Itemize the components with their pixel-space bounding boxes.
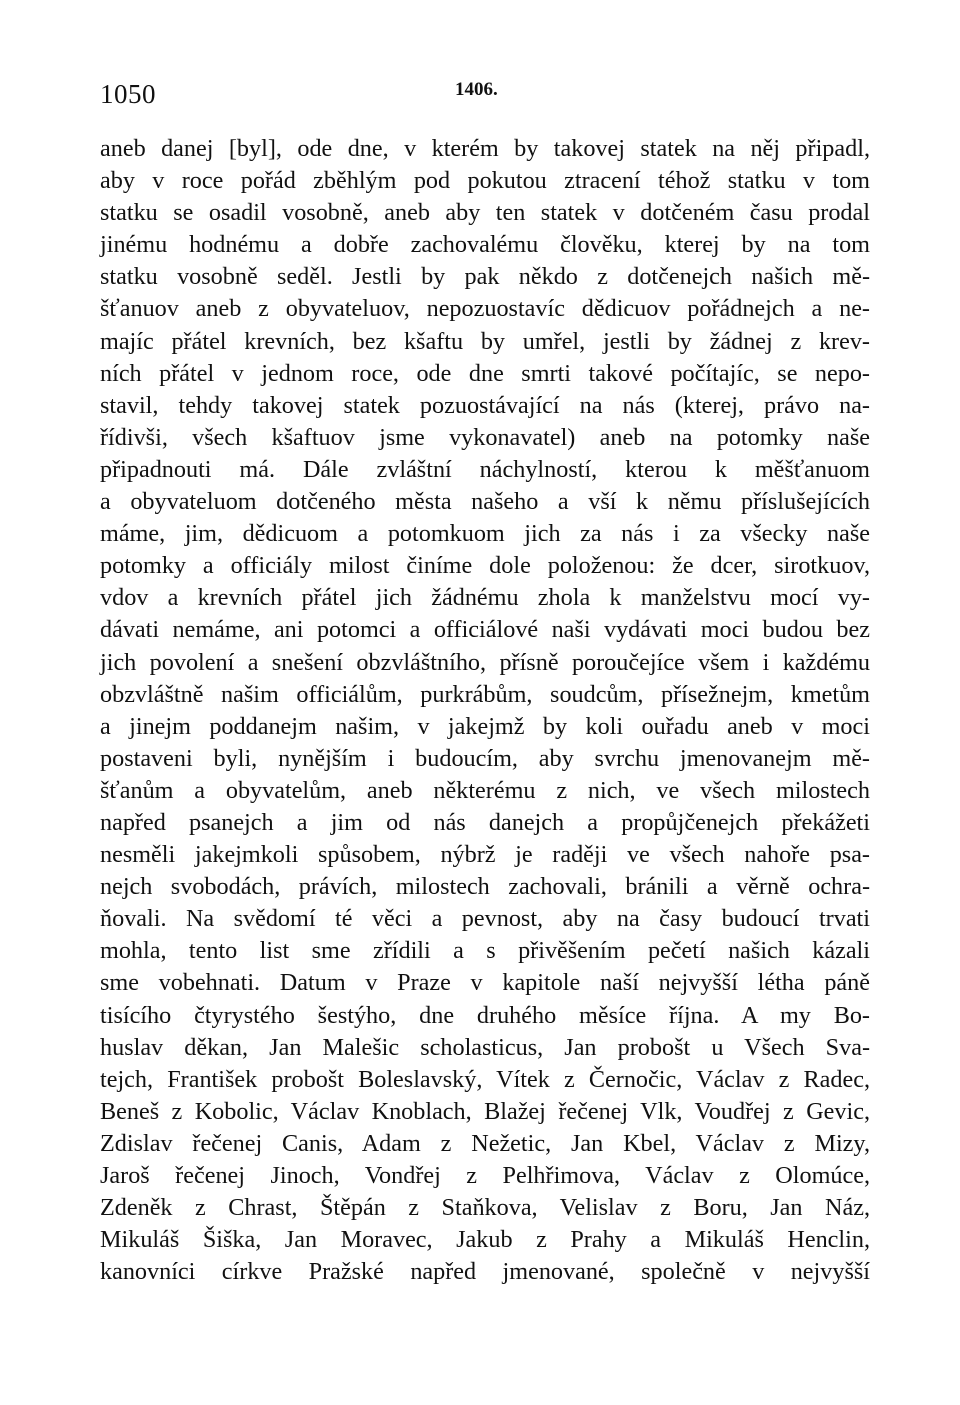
text-line: Zdeněk z Chrast, Štěpán z Staňkova, Velislav z Boru, Jan Náz, <box>100 1194 870 1222</box>
text-line: postaveni byli, nynějším i budoucím, aby svrchu jmenovanejm mě- <box>100 744 870 772</box>
body-text <box>100 133 870 1288</box>
text-line: nesměli jakejmkoli spůsobem, nýbrž je raději ve všech nahoře psa- <box>100 841 870 869</box>
text-line: ních přátel v jednom roce, ode dne smrti takové počítajíc, se nepo- <box>100 359 870 387</box>
page-number: 1050 <box>100 79 156 109</box>
text-line: napřed psanejch a jim od nás danejch a propůjčenejch překážeti <box>100 808 870 836</box>
text-line: kanovníci církve Pražské napřed jmenované, společně v nejvyšší <box>100 1258 870 1286</box>
text-line: dávati nemáme, ani potomci a officiálové naši vydávati moci budou bez <box>100 616 870 644</box>
text-line: šťanům a obyvatelům, aneb některému z nich, ve všech milostech <box>100 776 870 804</box>
text-line: jinému hodnému a dobře zachovalému člověku, kterej by na tom <box>100 231 870 259</box>
text-line: nejch svobodách, právích, milostech zachovali, bránili a věrně ochra- <box>100 873 870 901</box>
text-line: Zdislav řečenej Canis, Adam z Nežetic, Jan Kbel, Václav z Mizy, <box>100 1129 870 1157</box>
page-header <box>100 74 870 114</box>
text-line: jich povolení a snešení obzvláštního, přísně poroučejíce všem i každému <box>100 648 870 676</box>
text-line: mohla, tento list sme zřídili a s přivěšením pečetí našich kázali <box>100 937 870 965</box>
text-line: Mikuláš Šiška, Jan Moravec, Jakub z Prahy a Mikuláš Henclin, <box>100 1226 870 1254</box>
text-line: připadnouti má. Dále zvláštní náchylností, kterou k měšťanuom <box>100 455 870 483</box>
text-line: stavil, tehdy takovej statek pozuostávající na nás (kterej, právo na- <box>100 391 870 419</box>
text-line: řídivši, všech kšaftuov jsme vykonavatel) aneb na potomky naše <box>100 423 870 451</box>
text-line: aby v roce pořád zběhlým pod pokutou ztracení téhož statku v tom <box>100 167 870 195</box>
text-line: obzvláštně našim officiálům, purkrábům, soudcům, přísežnejm, kmetům <box>100 680 870 708</box>
text-line: ňovali. Na svědomí té věci a pevnost, aby na časy budoucí trvati <box>100 905 870 933</box>
text-line: potomky a officiály milost činíme dole položenou: že dcer, sirotkuov, <box>100 552 870 580</box>
text-line: vdov a krevních přátel jich žádnému zhola k manželstvu mocí vy- <box>100 584 870 612</box>
text-line: tisícího čtyrystého šestýho, dne druhého měsíce října. A my Bo- <box>100 1001 870 1029</box>
text-line: majíc přátel krevních, bez kšaftu by umřel, jestli by žádnej z krev- <box>100 327 870 355</box>
text-line: a obyvateluom dotčeného města našeho a vší k němu příslušejících <box>100 488 870 516</box>
running-head-year: 1406. <box>455 79 498 100</box>
text-line: sme vobehnati. Datum v Praze v kapitole naší nejvyšší létha páně <box>100 969 870 997</box>
text-line: a jinejm poddanejm našim, v jakejmž by koli ouřadu aneb v moci <box>100 712 870 740</box>
text-line: statku vosobně seděl. Jestli by pak někdo z dotčenejch našich mě- <box>100 263 870 291</box>
text-line: tejch, František probošt Boleslavský, Vítek z Černočic, Václav z Radec, <box>100 1065 870 1093</box>
text-line: statku se osadil vosobně, aneb aby ten statek v dotčeném času prodal <box>100 199 870 227</box>
text-line: huslav děkan, Jan Malešic scholasticus, Jan probošt u Všech Sva- <box>100 1033 870 1061</box>
text-line: Beneš z Kobolic, Václav Knoblach, Blažej řečenej Vlk, Voudřej z Gevic, <box>100 1097 870 1125</box>
text-line: aneb danej [byl], ode dne, v kterém by takovej statek na něj připadl, <box>100 135 870 162</box>
text-line: Jaroš řečenej Jinoch, Vondřej z Pelhřimova, Václav z Olomúce, <box>100 1162 870 1189</box>
text-line: máme, jim, dědicuom a potomkuom jich za nás i za všecky naše <box>100 520 870 548</box>
text-line: šťanuov aneb z obyvateluov, nepozuostavíc dědicuov pořádnejch a ne- <box>100 295 870 323</box>
